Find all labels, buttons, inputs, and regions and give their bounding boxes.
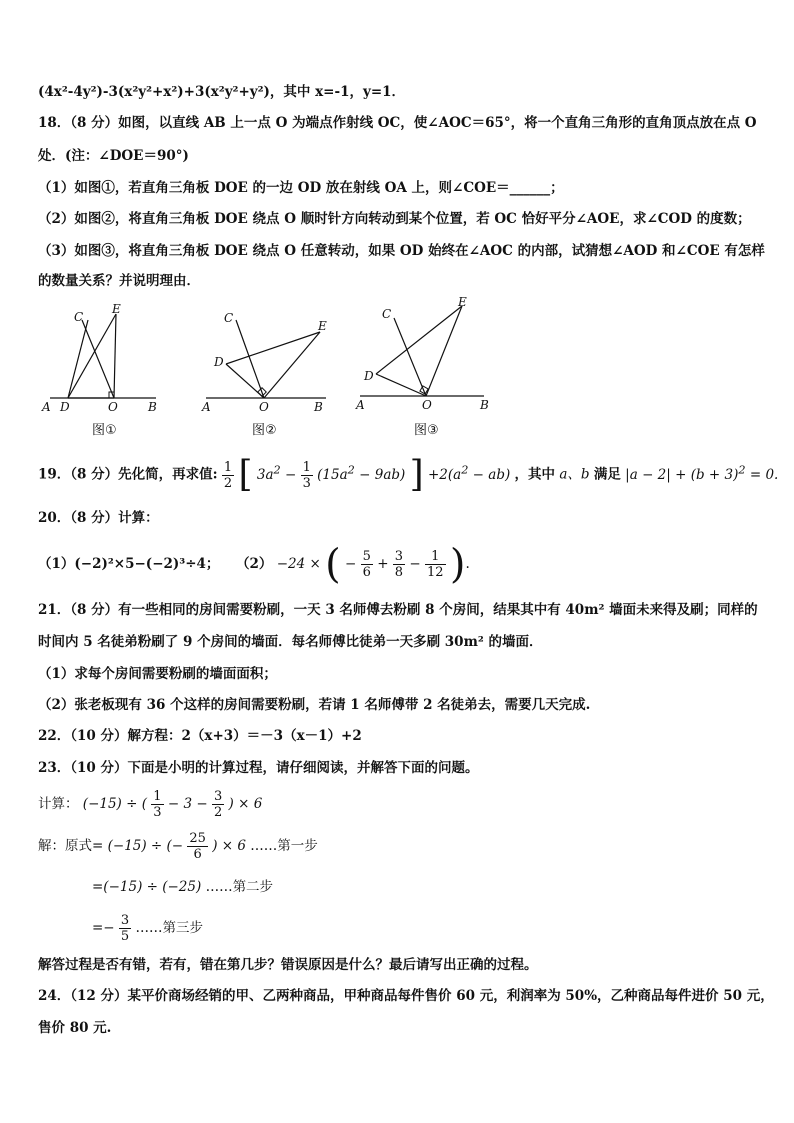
q17-expression: (4x²-4y²)-3(x²y²+x²)+3(x²y²+y²)，其中 x=-1，y=1． — [38, 84, 406, 100]
fig3-label-B: B — [480, 398, 489, 412]
q23-step2: ……第二步 — [205, 879, 274, 895]
q20-part1: （1）(−2)²×5−(−2)³÷4； — [38, 556, 220, 572]
fig3-label-D: D — [364, 369, 374, 383]
fig2-label-O: O — [259, 400, 269, 414]
q18-figures — [38, 296, 758, 446]
q18-part1: （1）如图①，若直角三角板 DOE 的一边 OD 放在射线 OA 上，则∠COE＝______； — [38, 180, 564, 196]
q23-frac-25-6: $\frac{25}{6}$ — [189, 831, 206, 862]
q19-condition: $|a - 2| + (b + 3)^2 = 0$. — [625, 463, 779, 483]
q20-frac-5-6: $\frac{5}{6}$ — [362, 549, 371, 580]
q18-part2: （2）如图②，将直角三角板 DOE 绕点 O 顺时针方向转动到某个位置，若 OC 恰好平分∠AOE，求∠COD 的度数； — [38, 211, 751, 227]
fig2-caption: 图② — [252, 423, 277, 438]
fig1-label-B: B — [148, 400, 157, 414]
fig2-label-B: B — [314, 400, 323, 414]
fig2-label-E: E — [318, 319, 327, 333]
fig1-label-C: C — [74, 310, 84, 324]
fig1-label-E: E — [112, 302, 121, 316]
q21-title-cont: 时间内 5 名徒弟粉刷了 9 个房间的墙面．每名师傅比徒弟一天多刷 30m² 的墙面． — [38, 634, 543, 650]
fig2-label-D: D — [214, 355, 224, 369]
q19-line — [38, 450, 779, 495]
q19-where: ，其中 — [514, 466, 556, 483]
q23-calc-line: 计算： (−15) ÷ ( $\frac{1}{3}$ − 3 − $\frac{3}{2}$ ) × 6 — [38, 789, 263, 820]
q22-title: 22．（10 分）解方程：2（x+3）＝－3（x－1）+2 — [38, 728, 362, 744]
q20-paren-right: ) — [449, 541, 466, 588]
q23-frac-3-5: $\frac{3}{5}$ — [120, 913, 130, 944]
fig3-label-A: A — [356, 398, 365, 412]
fig1-label-A: A — [42, 400, 51, 414]
fig2-label-A: A — [202, 400, 211, 414]
fig1-caption: 图① — [92, 423, 117, 438]
q20-title: 20．（8 分）计算： — [38, 510, 159, 526]
q23-question: 解答过程是否有错，若有，错在第几步？错误原因是什么？最后请写出正确的过程。 — [38, 957, 538, 973]
q20-frac-1-12: $\frac{1}{12}$ — [426, 549, 444, 580]
fig3-label-E: E — [458, 296, 467, 309]
fig3-label-O: O — [422, 398, 432, 412]
q19-bracket-left: [ — [238, 454, 253, 495]
q23-step3-line: =− $\frac{3}{5}$ ……第三步 — [92, 913, 203, 944]
q19-bracket-right: ] — [409, 454, 424, 495]
q19-inner2: $(15a^2 - 9ab)$ — [317, 463, 406, 483]
q20-part2-expr-a: −24 × — [276, 556, 321, 572]
q18-title: 18．（8 分）如图，以直线 AB 上一点 O 为端点作射线 OC，使∠AOC＝65°，将一个直角三角形的直角顶点放在点 O — [38, 115, 757, 131]
q23-step3: ……第三步 — [135, 920, 203, 936]
q19-satisfy: 满足 — [593, 466, 621, 483]
q20-paren-left: ( — [325, 541, 341, 588]
figure-1 — [41, 302, 157, 414]
q20-frac-3-8: $\frac{3}{8}$ — [394, 549, 404, 580]
q19-prefix: 19．（8 分）先化简，再求值: — [38, 466, 218, 483]
q24-title-cont: 售价 80 元. — [38, 1020, 112, 1036]
q24-title: 24．（12 分）某平价商场经销的甲、乙两种商品，甲种商品每件售价 60 元，利润率为 50%，乙种商品每件进价 50 元， — [38, 988, 774, 1004]
fig2-label-C: C — [224, 311, 234, 325]
q23-step1-line: 解：原式= (−15) ÷ (− $\frac{25}{6}$ ) × 6 ……第一步 — [38, 831, 318, 862]
q20-part2-label: （2） — [236, 556, 273, 572]
q19-tail: $+2(a^2 - ab)$ — [427, 463, 511, 483]
fig1-label-O: O — [108, 400, 118, 414]
figure-3 — [355, 296, 489, 412]
q19-inner: $3a^2$ − — [256, 463, 297, 483]
fig1-label-D: D — [60, 400, 70, 414]
q23-step2-line: =(−15) ÷ (−25) ……第二步 — [92, 879, 274, 895]
fig3-label-C: C — [382, 307, 392, 321]
q20-part2: （2） −24 × ( − $\frac{5}{6}$ + $\frac{3}{8}$ − $\frac{1}{12}$ ). — [236, 541, 470, 588]
q19-third: $\frac{1}{3}$ — [302, 459, 311, 491]
q18-part3-cont: 的数量关系？并说明理由． — [38, 273, 200, 289]
q23-step1: ……第一步 — [250, 838, 318, 854]
figure-2 — [201, 311, 327, 414]
q21-title: 21．（8 分）有一些相同的房间需要粉刷，一天 3 名师傅去粉刷 8 个房间，结果其中有 40m² 墙面未来得及刷；同样的 — [38, 602, 758, 618]
q23-calc-label: 计算： — [38, 796, 79, 812]
q18-title-cont: 处．(注：∠DOE＝90°) — [38, 148, 189, 164]
q23-sol-label: 解：原式= — [38, 838, 104, 854]
q19-vars: a、b — [559, 466, 590, 483]
q21-part2: （2）张老板现有 36 个这样的房间需要粉刷，若请 1 名师傅带 2 名徒弟去，需要几天完成. — [38, 697, 591, 713]
q18-part3: （3）如图③，将直角三角板 DOE 绕点 O 任意转动，如果 OD 始终在∠AOC 的内部，试猜想∠AOD 和∠COE 有怎样 — [38, 243, 765, 259]
q23-title: 23．（10 分）下面是小明的计算过程，请仔细阅读，并解答下面的问题。 — [38, 760, 479, 776]
fig3-caption: 图③ — [414, 423, 439, 438]
q21-part1: （1）求每个房间需要粉刷的墙面面积； — [38, 666, 277, 682]
q23-frac-3-2: $\frac{3}{2}$ — [213, 789, 223, 820]
q23-frac-1-3: $\frac{1}{3}$ — [153, 789, 162, 820]
q19-half: $\frac{1}{2}$ — [223, 459, 233, 491]
